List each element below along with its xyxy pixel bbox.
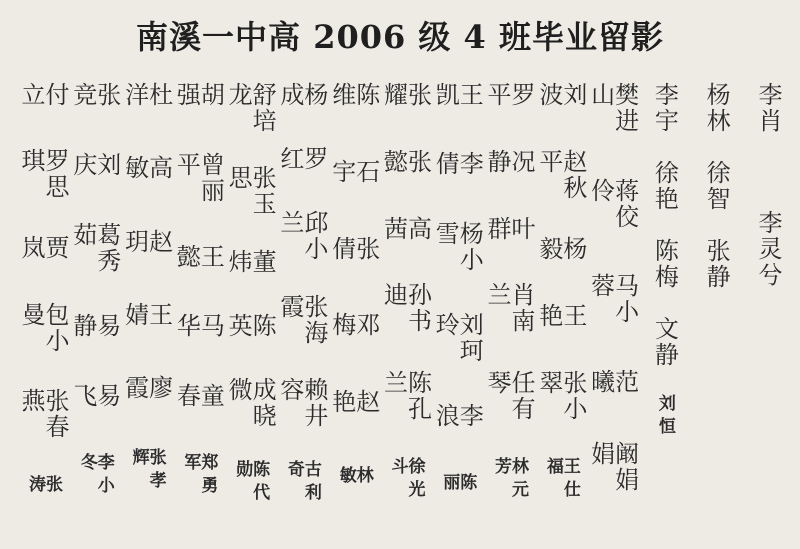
student-name: 赖井容 (275, 377, 328, 429)
student-name: 刘珂玲 (431, 312, 484, 365)
name-column (743, 82, 793, 537)
teacher-name: 古利奇 (283, 460, 321, 507)
student-name: 曾丽平 (172, 151, 225, 204)
student-name: 李倩 (431, 151, 484, 178)
teacher-name: 郑勇军 (180, 452, 218, 499)
student-name: 刘波 (534, 82, 587, 108)
student-name: 贾岚 (17, 235, 69, 262)
student-name: 叶群 (483, 215, 536, 242)
student-name: 高茜 (379, 215, 432, 242)
name-column (432, 82, 482, 537)
teacher-name: 林元芳 (491, 456, 529, 503)
student-name: 邓梅 (327, 312, 380, 339)
student-name: 葛秀茹 (68, 221, 121, 274)
name-column (173, 82, 223, 537)
student-name: 阚娟娟 (586, 441, 639, 494)
student-name: 徐艳 (650, 160, 679, 212)
student-name: 文静 (650, 316, 679, 368)
page-title: 南溪一中高 2006 级 4 班毕业留影 (136, 18, 664, 56)
student-name: 樊进山 (586, 82, 639, 134)
student-name: 张小翠 (534, 369, 587, 422)
student-name: 杨小雪 (431, 220, 484, 273)
name-list (18, 82, 793, 537)
student-name: 杨成 (275, 82, 328, 108)
student-name: 张倩 (327, 235, 380, 262)
student-name: 马小蓉 (586, 273, 639, 326)
student-name: 易飞 (68, 383, 121, 410)
student-name: 包小曼 (17, 301, 69, 354)
student-name: 罗平 (483, 82, 536, 108)
student-name: 付立 (17, 82, 69, 108)
student-name: 马华 (172, 313, 225, 340)
teacher-name: 张孝辉 (128, 448, 166, 495)
student-name: 陈英 (224, 312, 277, 339)
teacher-name: 徐光斗 (387, 456, 425, 503)
student-name: 赵秋平 (534, 148, 587, 201)
student-name: 廖霞 (120, 375, 173, 402)
teacher-name: 林敏 (335, 466, 373, 490)
student-name: 陈孔兰 (379, 369, 432, 422)
student-name: 况静 (483, 148, 536, 175)
name-column (225, 82, 275, 537)
teacher-name: 刘恒 (654, 394, 675, 440)
student-name: 李宇 (650, 82, 679, 134)
teacher-name: 陈丽 (439, 472, 477, 496)
student-name: 杨林 (702, 82, 731, 134)
student-name: 肖南兰 (483, 282, 536, 335)
student-name: 张海霞 (275, 293, 328, 346)
student-name: 胡强 (172, 82, 225, 108)
student-name: 高敏 (120, 155, 173, 182)
student-name: 范曦 (586, 368, 639, 395)
student-name: 杜洋 (120, 82, 173, 108)
name-column (380, 82, 430, 537)
name-column (639, 82, 689, 537)
teacher-name: 李小冬 (76, 452, 114, 499)
student-name: 李浪 (431, 403, 484, 430)
name-column (122, 82, 172, 537)
teacher-name: 张涛 (25, 475, 62, 499)
student-name: 徐智 (702, 160, 731, 212)
name-column (277, 82, 327, 537)
name-column (536, 82, 586, 537)
student-name: 刘庆 (68, 151, 121, 178)
student-name: 王艳 (534, 302, 587, 329)
student-name: 任有琴 (483, 369, 536, 422)
student-name: 王婧 (120, 301, 173, 328)
student-name: 王懿 (172, 243, 225, 270)
student-name: 陈梅 (650, 238, 679, 290)
student-name: 罗红 (275, 146, 328, 173)
student-name: 张懿 (379, 148, 432, 175)
student-name: 罗思琪 (17, 148, 69, 201)
student-name: 张静 (702, 238, 731, 290)
student-name: 张玉思 (224, 165, 277, 218)
name-column (329, 82, 379, 537)
student-name: 李肖 (753, 82, 782, 134)
student-name: 赵艳 (327, 389, 380, 416)
student-name: 李灵兮 (753, 210, 782, 288)
name-column (70, 82, 120, 537)
student-name: 张春燕 (17, 388, 69, 441)
student-name: 易静 (68, 313, 121, 340)
name-column (588, 82, 638, 537)
student-name: 舒培龙 (224, 82, 277, 134)
student-name: 王凯 (431, 82, 484, 108)
student-name: 杨毅 (534, 236, 587, 263)
student-name: 童春 (172, 383, 225, 410)
student-name: 张竞 (68, 82, 121, 108)
student-name: 张耀 (379, 82, 432, 108)
student-name: 孙书迪 (379, 282, 432, 335)
student-name: 成晓微 (224, 377, 277, 429)
student-name: 蒋佼伶 (586, 177, 639, 230)
teacher-name: 王仕福 (542, 456, 580, 503)
student-name: 石宇 (327, 158, 380, 185)
name-column (691, 82, 741, 537)
teacher-name: 陈代勋 (232, 460, 270, 507)
student-name: 董炜 (224, 248, 277, 275)
name-column (18, 82, 68, 537)
student-name: 邱小兰 (275, 210, 328, 263)
name-column (484, 82, 534, 537)
student-name: 陈维 (327, 82, 380, 108)
student-name: 赵玥 (120, 228, 173, 255)
